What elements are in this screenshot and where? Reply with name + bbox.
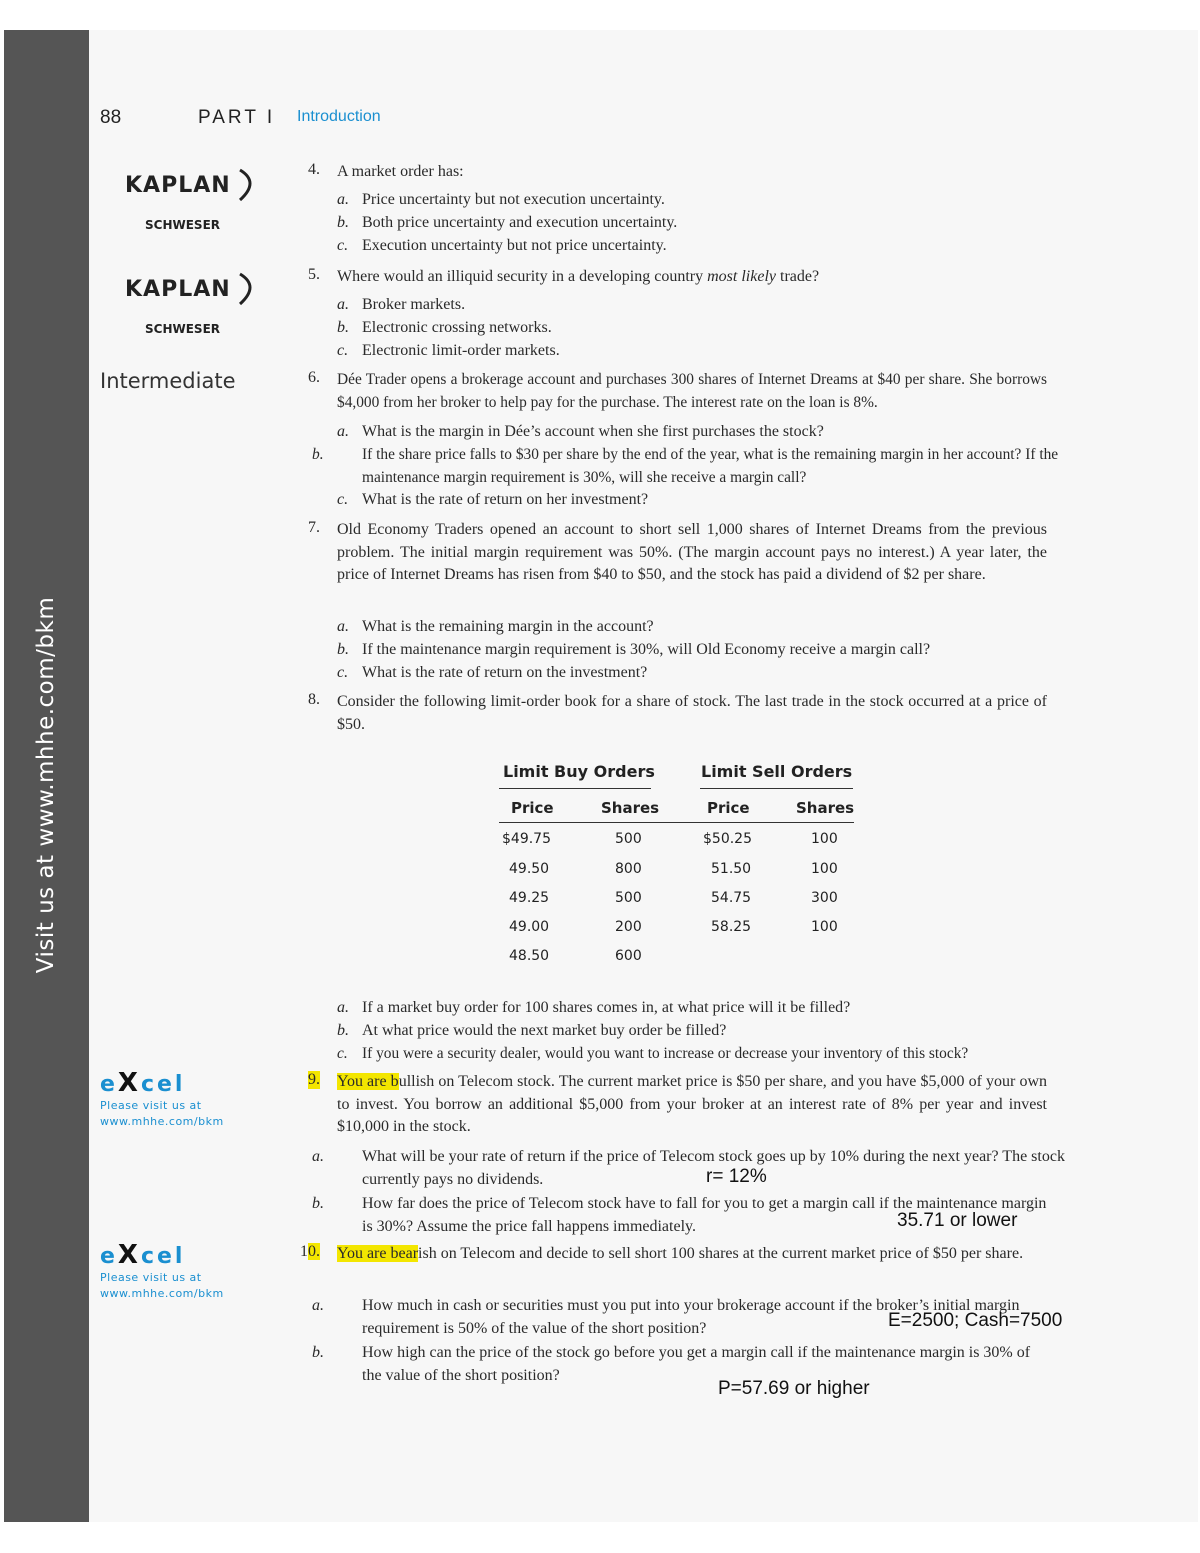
answer-option: a. What is the remaining margin in the account?: [337, 618, 654, 635]
answer-option: c. Electronic limit-order markets.: [337, 342, 560, 359]
question-text: Dée Trader opens a brokerage account and purchases 300 shares of Internet Dreams at $40 per share. She borrows $4,000 from her broker to help pay for the purchase. The interest rate on the loan is 8%.: [337, 371, 1047, 411]
sell-price: 51.50: [711, 861, 752, 877]
excel-badge[interactable]: [100, 1068, 260, 1130]
column-header: Shares: [796, 799, 855, 817]
answer-option: b. At what price would the next market buy order be filled?: [337, 1022, 727, 1039]
excel-note: Please visit us at: [100, 1099, 202, 1112]
question-number: 8.: [308, 691, 320, 708]
answer-option: c. If you were a security dealer, would you want to increase or decrease your inventory of this stock?: [337, 1045, 969, 1062]
question-number: 6.: [308, 369, 320, 386]
sell-price: 54.75: [711, 890, 752, 906]
question-text: You are bearish on Telecom and decide to sell short 100 shares at the current market price of $50 per share.: [337, 1245, 1024, 1262]
svg-text:SCHWESER: SCHWESER: [145, 322, 221, 336]
answer-annotation: P=57.69 or higher: [718, 1378, 870, 1399]
question-text: Old Economy Traders opened an account to short sell 1,000 shares of Internet Dreams from the previous problem. The initial margin requirement was 50%. (The margin account pays no interest.) A year later, the price of Internet Dreams has risen from $40 to $50, and the stock has paid a dividend of $2 per share.: [337, 521, 1047, 584]
answer-option: b. If the maintenance margin requirement is 30%, will Old Economy receive a margin call?: [337, 641, 931, 658]
answer-option: c. Execution uncertainty but not price uncertainty.: [337, 237, 667, 254]
sell-price: 58.25: [711, 919, 752, 935]
excel-icon: eXcel: [100, 1240, 186, 1270]
divider: [700, 788, 853, 789]
buy-orders-heading: Limit Buy Orders: [503, 762, 655, 781]
answer-option: a. Price uncertainty but not execution uncertainty.: [337, 191, 665, 208]
question-text: A market order has:: [337, 163, 464, 180]
column-header: Shares: [601, 799, 660, 817]
sell-shares: 100: [811, 831, 838, 847]
sidebar-url[interactable]: Visit us at www.mhhe.com/bkm: [33, 596, 59, 974]
answer-annotation: E=2500; Cash=7500: [888, 1310, 1063, 1331]
buy-price: 49.00: [509, 919, 550, 935]
answer-option: a. How much in cash or securities must you put into your brokerage account if the broker’s initial margin requirement is 50% of the value of the short position?: [312, 1297, 1020, 1337]
answer-option: b. Both price uncertainty and execution uncertainty.: [337, 214, 678, 231]
question-text: Where would an illiquid security in a developing country most likely trade?: [337, 268, 820, 285]
buy-shares: 200: [615, 919, 642, 935]
excel-icon: eXcel: [100, 1068, 186, 1098]
answer-option: c. What is the rate of return on the investment?: [337, 664, 648, 681]
buy-price: 49.25: [509, 890, 550, 906]
question-text: You are bullish on Telecom stock. The current market price is $50 per share, and you have $5,000 of your own to invest. You borrow an additional $5,000 from your broker at an interest rate of 8% per year and invest $10,000 in the stock.: [337, 1073, 1048, 1136]
question-number: 7.: [308, 519, 320, 536]
part-label: PART I: [198, 107, 276, 128]
svg-text:KAPLAN: KAPLAN: [125, 277, 231, 302]
answer-option: b. How far does the price of Telecom stock have to fall for you to get a margin call if the maintenance margin is 30%? Assume the price fall happens immediately.: [312, 1195, 1047, 1235]
answer-option: b. If the share price falls to $30 per share by the end of the year, what is the remaining margin in her account? If the maintenance margin requirement is 30%, will she receive a margin call?: [312, 446, 1059, 486]
kaplan-schweser-logo: [122, 162, 262, 242]
answer-option: a. What will be your rate of return if the price of Telecom stock goes up by 10% during the next year? The stock currently pays no dividends.: [312, 1148, 1065, 1188]
question-number: 9.: [308, 1071, 320, 1088]
answer-option: b. How high can the price of the stock go before you get a margin call if the maintenance margin is 30% of the value of the short position?: [312, 1344, 1031, 1384]
question-number: 5.: [308, 266, 320, 283]
sell-shares: 300: [811, 890, 838, 906]
svg-text:KAPLAN: KAPLAN: [125, 173, 231, 198]
buy-price: $49.75: [502, 831, 551, 847]
highlight: You are bear: [337, 1245, 419, 1262]
answer-annotation: 35.71 or lower: [897, 1210, 1018, 1231]
column-header: Price: [511, 799, 554, 817]
buy-shares: 800: [615, 861, 642, 877]
buy-price: 48.50: [509, 948, 550, 964]
sell-orders-heading: Limit Sell Orders: [701, 762, 853, 781]
answer-option: b. Electronic crossing networks.: [337, 319, 552, 336]
excel-badge[interactable]: [100, 1240, 260, 1302]
kaplan-schweser-logo: [122, 266, 262, 346]
difficulty-label: Intermediate: [100, 369, 236, 393]
divider: [499, 822, 854, 823]
buy-shares: 500: [615, 890, 642, 906]
sell-price: $50.25: [703, 831, 752, 847]
question-text: Consider the following limit-order book for a share of stock. The last trade in the stock occurred at a price of $50.: [337, 693, 1047, 733]
answer-option: a. If a market buy order for 100 shares comes in, at what price will it be filled?: [337, 999, 851, 1016]
buy-price: 49.50: [509, 861, 550, 877]
part-title: Introduction: [297, 108, 381, 125]
answer-annotation: r= 12%: [706, 1166, 767, 1187]
answer-option: a. What is the margin in Dée’s account when she first purchases the stock?: [337, 423, 824, 440]
column-header: Price: [707, 799, 750, 817]
question-number: 4.: [308, 161, 320, 178]
excel-link[interactable]: www.mhhe.com/bkm: [100, 1115, 224, 1128]
buy-shares: 500: [615, 831, 642, 847]
highlight: You are b: [337, 1073, 399, 1090]
answer-option: c. What is the rate of return on her investment?: [337, 491, 649, 508]
buy-shares: 600: [615, 948, 642, 964]
excel-note: Please visit us at: [100, 1271, 202, 1284]
excel-link[interactable]: www.mhhe.com/bkm: [100, 1287, 224, 1300]
svg-text:SCHWESER: SCHWESER: [145, 218, 221, 232]
sell-shares: 100: [811, 919, 838, 935]
answer-option: a. Broker markets.: [337, 296, 466, 313]
divider: [499, 788, 651, 789]
sell-shares: 100: [811, 861, 838, 877]
question-number: 10.: [300, 1243, 320, 1260]
page-number: 88: [100, 107, 122, 128]
